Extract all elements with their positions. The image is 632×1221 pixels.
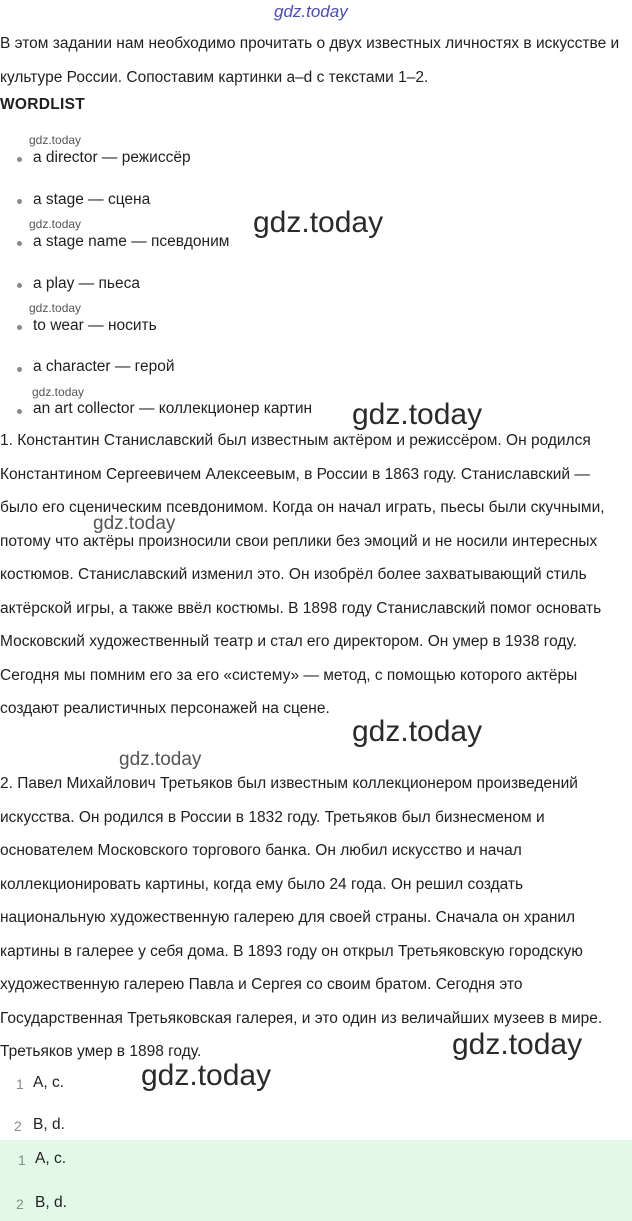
wordlist-item: a play — пьеса [33,275,140,292]
bullet-icon [17,157,22,162]
large-watermark: gdz.today [452,1028,583,1061]
wordlist-item: to wear — носить [33,317,157,334]
wordlist-heading: WORDLIST [0,96,86,113]
answer-text: B, d. [33,1116,65,1133]
bullet-icon [17,241,22,246]
large-watermark: gdz.today [352,715,483,748]
answer-number: 1 [16,1076,24,1092]
text-1-paragraph: 1. Константин Станиславский был известным актёром и режиссёром. Он родился Константином Сергеевичем Алексеевым, в России в 1863 году. Станиславский — было его сценическим псевдонимом. Когда он начал играть, пьесы были скучными, потому что актёры произносили свои реплики без эмоций и не носили интересных костюмов. Станиславский изменил это. Он изобрёл более захватывающий стиль актёрской игры, а также ввёл костюмы. В 1898 году Станиславский помог основать Московский художественный театр и стал его директором. Он умер в 1938 году. Сегодня мы помним его за его «систему» — метод, с помощью которого актёры создают реалистичных персонажей на сцене. [0,432,605,717]
correct-answer-number: 2 [16,1196,24,1212]
wordlist-item: a character — герой [33,358,175,375]
text-2-paragraph: 2. Павел Михайлович Третьяков был известным коллекционером произведений искусства. Он родился в России в 1832 году. Третьяков был бизнесменом и основателем Московского торгового банка. Он любил искусство и начал коллекционировать картины, когда ему было 24 года. Он решил создать национальную художественную галерею для своей страны. Сначала он хранил картины в галерее у себя дома. В 1893 году он открыл Третьяковскую городскую художественную галерею Павла и Сергея со своим братом. Сегодня это Государственная Третьяковская галерея, и это один из величайших музеев в мире. Третьяков умер в 1898 году. [0,775,603,1060]
bullet-icon [17,283,22,288]
correct-answer-text: A, c. [35,1150,67,1167]
bullet-icon [17,199,22,204]
wordlist-item: an art collector — коллекционер картин [33,400,313,417]
wordlist-item: a stage name — псевдоним [33,233,230,250]
correct-answer-number: 1 [18,1152,26,1168]
answer-number: 2 [14,1118,22,1134]
wordlist-item: a director — режиссёр [33,149,191,166]
wordlist-item: a stage — сцена [33,191,151,208]
medium-watermark: gdz.today [119,749,202,770]
large-watermark: gdz.today [253,206,384,239]
intro-paragraph: В этом задании нам необходимо прочитать о двух известных личностях в искусстве и культуре России. Сопоставим картинки a–d с текстами 1–2. [0,35,620,86]
correct-answer-text: B, d. [35,1194,67,1211]
large-watermark: gdz.today [141,1059,272,1092]
small-watermark: gdz.today [29,301,82,315]
bullet-icon [17,409,22,414]
small-watermark: gdz.today [32,385,85,399]
medium-watermark: gdz.today [93,513,176,534]
top-watermark: gdz.today [274,2,348,21]
bullet-icon [17,367,22,372]
bullet-icon [17,325,22,330]
small-watermark: gdz.today [29,217,82,231]
small-watermark: gdz.today [29,133,82,147]
answer-text: A, c. [33,1074,65,1091]
large-watermark: gdz.today [352,398,483,431]
correct-answer-block [0,1140,632,1221]
